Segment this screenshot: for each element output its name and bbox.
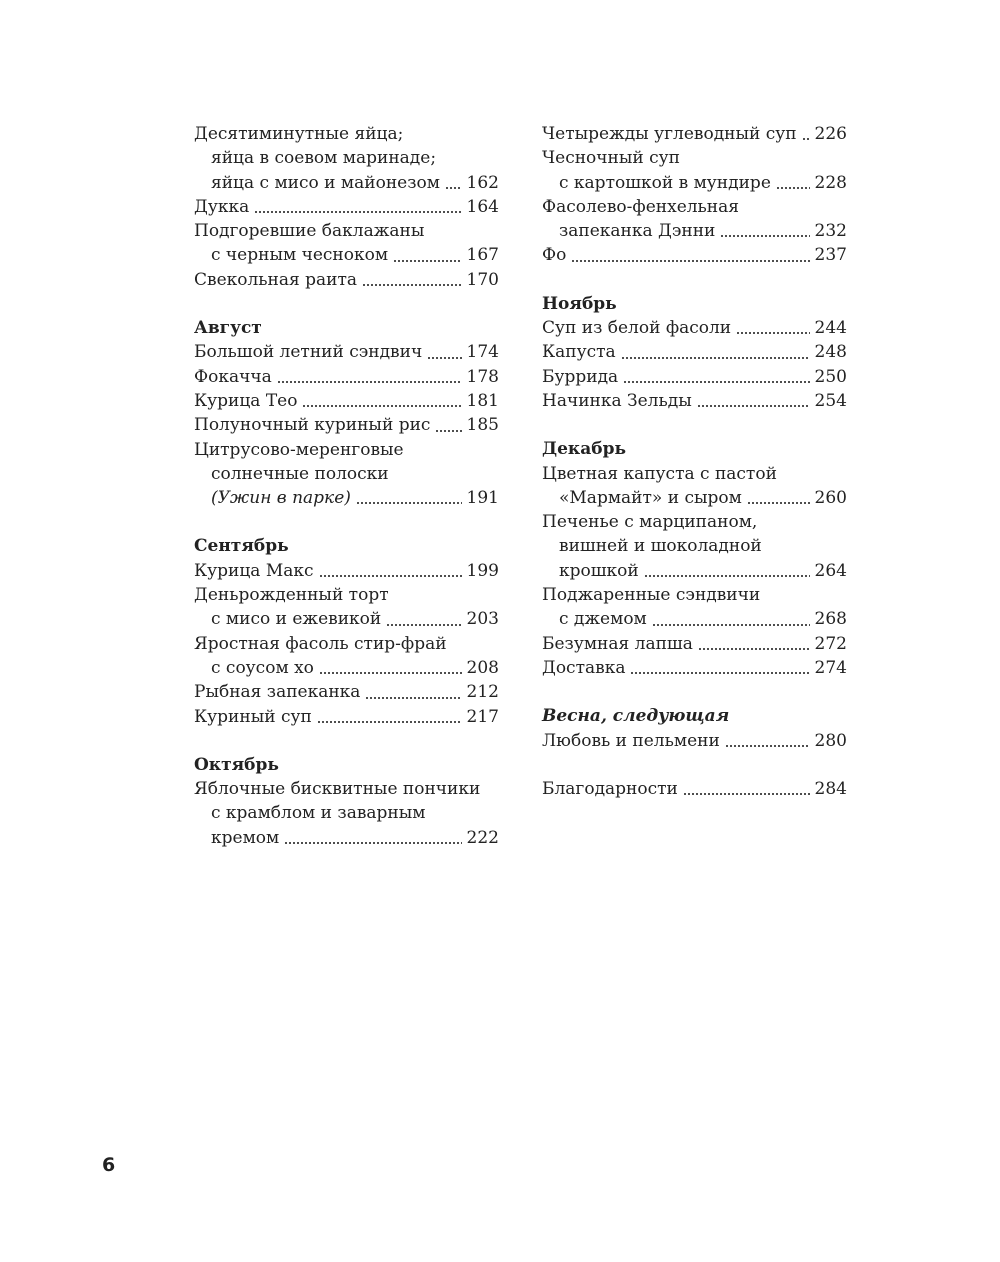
toc-entry	[194, 340, 499, 364]
entry-last-line	[194, 607, 499, 631]
section-title: Весна, следующая	[542, 706, 730, 727]
entry-last-line	[194, 680, 499, 704]
entry-title-line: Чесночный суп	[542, 148, 680, 169]
entry-title-text: Куриный суп	[194, 706, 312, 727]
entry-last-line	[194, 243, 499, 267]
toc-entry	[542, 243, 847, 267]
toc-entry	[542, 656, 847, 680]
toc-entry	[542, 146, 847, 195]
dot-leader	[720, 235, 809, 237]
dot-leader	[445, 187, 462, 189]
section-title: Декабрь	[542, 439, 626, 460]
entry-last-line	[542, 122, 847, 146]
toc-section	[542, 704, 847, 753]
entry-title-text: Полуночный куриный рис	[194, 415, 431, 436]
entry-page-number: 272	[814, 633, 847, 654]
toc-entry	[194, 365, 499, 389]
dot-leader	[652, 624, 810, 626]
dot-leader	[319, 672, 462, 674]
dot-leader	[393, 260, 461, 262]
entry-last-line	[194, 705, 499, 729]
entry-last-line	[542, 243, 847, 267]
dot-leader	[365, 697, 461, 699]
entry-page-number: 164	[466, 196, 499, 217]
entry-page-number: 237	[814, 245, 847, 266]
entry-page-number: 280	[814, 730, 847, 751]
page-number: 6	[102, 1154, 116, 1176]
toc-entry	[194, 705, 499, 729]
entry-page-number: 185	[466, 415, 499, 436]
entry-title-text: яйца с мисо и майонезом	[211, 172, 440, 193]
entry-title-line: Десятиминутные яйца;	[194, 124, 404, 144]
toc-entry	[194, 680, 499, 704]
entry-title-text: Свекольная раита	[194, 269, 358, 290]
entry-page-number: 226	[814, 124, 847, 144]
entry-last-line	[542, 559, 847, 583]
entry-title-line: солнечные полоски	[211, 463, 389, 484]
toc-entry	[194, 413, 499, 437]
dot-leader	[623, 381, 809, 383]
entry-last-line	[194, 486, 499, 510]
section-title: Сентябрь	[194, 536, 289, 557]
dot-leader	[435, 430, 461, 432]
dot-leader	[386, 624, 461, 626]
entry-title-text: Суп из белой фасоли	[542, 318, 732, 339]
dot-leader	[356, 502, 462, 504]
entry-page-number: 284	[814, 778, 847, 799]
toc-entry	[542, 195, 847, 244]
entry-title-text: кремом	[211, 827, 280, 848]
entry-page-number: 199	[466, 560, 499, 581]
entry-last-line	[542, 340, 847, 364]
dot-leader	[284, 842, 461, 844]
toc-section	[542, 122, 847, 268]
toc-entry	[194, 777, 499, 850]
entry-page-number: 264	[814, 560, 847, 581]
toc-section	[542, 777, 847, 801]
toc-entry	[542, 389, 847, 413]
dot-leader	[571, 260, 809, 262]
dot-leader	[319, 575, 462, 577]
entry-title-text: Рыбная запеканка	[194, 682, 361, 703]
entry-title-line: Печенье с марципаном,	[542, 512, 758, 533]
toc-section	[194, 122, 499, 292]
entry-title-line: Фасолево-фенхельная	[542, 196, 740, 217]
dot-leader	[254, 211, 461, 213]
entry-page-number: 268	[814, 609, 847, 630]
section-title: Октябрь	[194, 754, 279, 775]
entry-title-text: Курица Макс	[194, 560, 314, 581]
toc-entry	[194, 122, 499, 195]
dot-leader	[630, 672, 809, 674]
toc-right-column	[542, 122, 847, 825]
entry-title-text: Любовь и пельмени	[542, 730, 720, 751]
entry-page-number: 222	[466, 827, 499, 848]
entry-title-text: Безумная лапша	[542, 633, 693, 654]
entry-title-text: Фо	[542, 245, 567, 266]
toc-entry	[194, 583, 499, 632]
entry-title-line: Поджаренные сэндвичи	[542, 585, 761, 606]
entry-last-line	[194, 171, 499, 195]
entry-title-text: запеканка Дэнни	[559, 221, 716, 242]
entry-last-line	[194, 413, 499, 437]
dot-leader	[776, 187, 810, 189]
entry-page-number: 254	[814, 390, 847, 411]
entry-last-line	[194, 268, 499, 292]
toc-entry	[542, 510, 847, 583]
dot-leader	[683, 793, 810, 795]
entry-title-line: Деньрожденный торт	[194, 585, 389, 606]
entry-last-line	[542, 219, 847, 243]
entry-last-line	[194, 826, 499, 850]
entry-last-line	[542, 171, 847, 195]
toc-entry	[194, 268, 499, 292]
entry-title-text: с джемом	[559, 609, 647, 630]
entry-title-line: Яблочные бисквитные пончики	[194, 779, 481, 800]
entry-title-line: яйца в соевом маринаде;	[211, 148, 437, 169]
dot-leader	[317, 721, 462, 723]
entry-last-line	[542, 656, 847, 680]
toc-entry	[194, 632, 499, 681]
entry-page-number: 181	[466, 390, 499, 411]
entry-title-line: с крамблом и заварным	[211, 803, 426, 824]
dot-leader	[698, 648, 810, 650]
entry-page-number: 250	[814, 366, 847, 387]
entry-page-number: 174	[466, 342, 499, 363]
dot-leader	[747, 502, 810, 504]
entry-last-line	[542, 316, 847, 340]
entry-last-line	[194, 195, 499, 219]
entry-last-line	[542, 365, 847, 389]
entry-page-number: 191	[466, 488, 499, 509]
entry-page-number: 208	[466, 657, 499, 678]
entry-title-text: (Ужин в парке)	[211, 488, 351, 509]
entry-page-number: 162	[466, 172, 499, 193]
entry-title-text: с картошкой в мундире	[559, 172, 771, 193]
toc-entry	[542, 122, 847, 146]
entry-page-number: 274	[814, 657, 847, 678]
toc-entry	[194, 195, 499, 219]
entry-page-number: 212	[466, 682, 499, 703]
toc-entry	[542, 729, 847, 753]
entry-last-line	[542, 729, 847, 753]
entry-title-line: Цветная капуста с пастой	[542, 463, 777, 484]
toc-entry	[194, 219, 499, 268]
entry-title-text: с соусом хо	[211, 657, 314, 678]
entry-title-text: крошкой	[559, 560, 639, 581]
entry-title-text: Благодарности	[542, 778, 678, 799]
entry-title-line: вишней и шоколадной	[559, 536, 762, 557]
entry-last-line	[542, 607, 847, 631]
entry-last-line	[194, 340, 499, 364]
toc-left-column	[194, 122, 499, 874]
toc-entry	[542, 316, 847, 340]
dot-leader	[427, 357, 461, 359]
section-title: Август	[194, 318, 262, 339]
section-title: Ноябрь	[542, 293, 617, 314]
entry-page-number: 203	[466, 609, 499, 630]
entry-title-text: «Мармайт» и сыром	[559, 487, 742, 508]
entry-page-number: 170	[466, 269, 499, 290]
entry-title-line: Цитрусово-меренговые	[194, 439, 404, 460]
entry-title-text: Доставка	[542, 657, 626, 678]
entry-last-line	[194, 559, 499, 583]
entry-title-line: Подгоревшие баклажаны	[194, 221, 425, 242]
toc-section	[194, 534, 499, 728]
entry-title-text: с мисо и ежевикой	[211, 609, 382, 630]
toc-section	[542, 437, 847, 680]
dot-leader	[362, 284, 462, 286]
dot-leader	[302, 405, 461, 407]
entry-title-text: Начинка Зельды	[542, 390, 692, 411]
entry-page-number: 228	[814, 172, 847, 193]
toc-entry	[194, 559, 499, 583]
dot-leader	[802, 138, 810, 140]
entry-title-text: Капуста	[542, 342, 616, 363]
toc-entry	[194, 438, 499, 511]
entry-last-line	[542, 777, 847, 801]
entry-last-line	[194, 365, 499, 389]
entry-title-text: Большой летний сэндвич	[194, 342, 423, 363]
entry-last-line	[542, 486, 847, 510]
toc-section	[194, 316, 499, 510]
entry-last-line	[542, 389, 847, 413]
entry-title-text: Буррида	[542, 366, 619, 387]
entry-page-number: 248	[814, 342, 847, 363]
toc-entry	[542, 365, 847, 389]
toc-entry	[542, 632, 847, 656]
dot-leader	[725, 745, 810, 747]
dot-leader	[697, 405, 810, 407]
entry-last-line	[542, 632, 847, 656]
dot-leader	[644, 575, 810, 577]
entry-title-text: Фокачча	[194, 366, 272, 387]
entry-page-number: 244	[814, 318, 847, 339]
entry-title-text: с черным чесноком	[211, 245, 389, 266]
toc-section	[542, 292, 847, 413]
dot-leader	[277, 381, 462, 383]
entry-last-line	[194, 656, 499, 680]
toc-entry	[542, 462, 847, 511]
toc-entry	[542, 777, 847, 801]
entry-page-number: 217	[466, 706, 499, 727]
toc-entry	[194, 389, 499, 413]
entry-title-text: Четырежды углеводный суп	[542, 124, 797, 144]
toc-entry	[542, 583, 847, 632]
entry-page-number: 178	[466, 366, 499, 387]
entry-title-line: Яростная фасоль стир-фрай	[194, 633, 447, 654]
entry-title-text: Дукка	[194, 196, 250, 217]
toc-entry	[542, 340, 847, 364]
entry-title-text: Курица Тео	[194, 390, 298, 411]
entry-last-line	[194, 389, 499, 413]
dot-leader	[736, 332, 809, 334]
entry-page-number: 260	[814, 487, 847, 508]
toc-section	[194, 753, 499, 850]
dot-leader	[621, 357, 810, 359]
entry-page-number: 232	[814, 221, 847, 242]
entry-page-number: 167	[466, 245, 499, 266]
